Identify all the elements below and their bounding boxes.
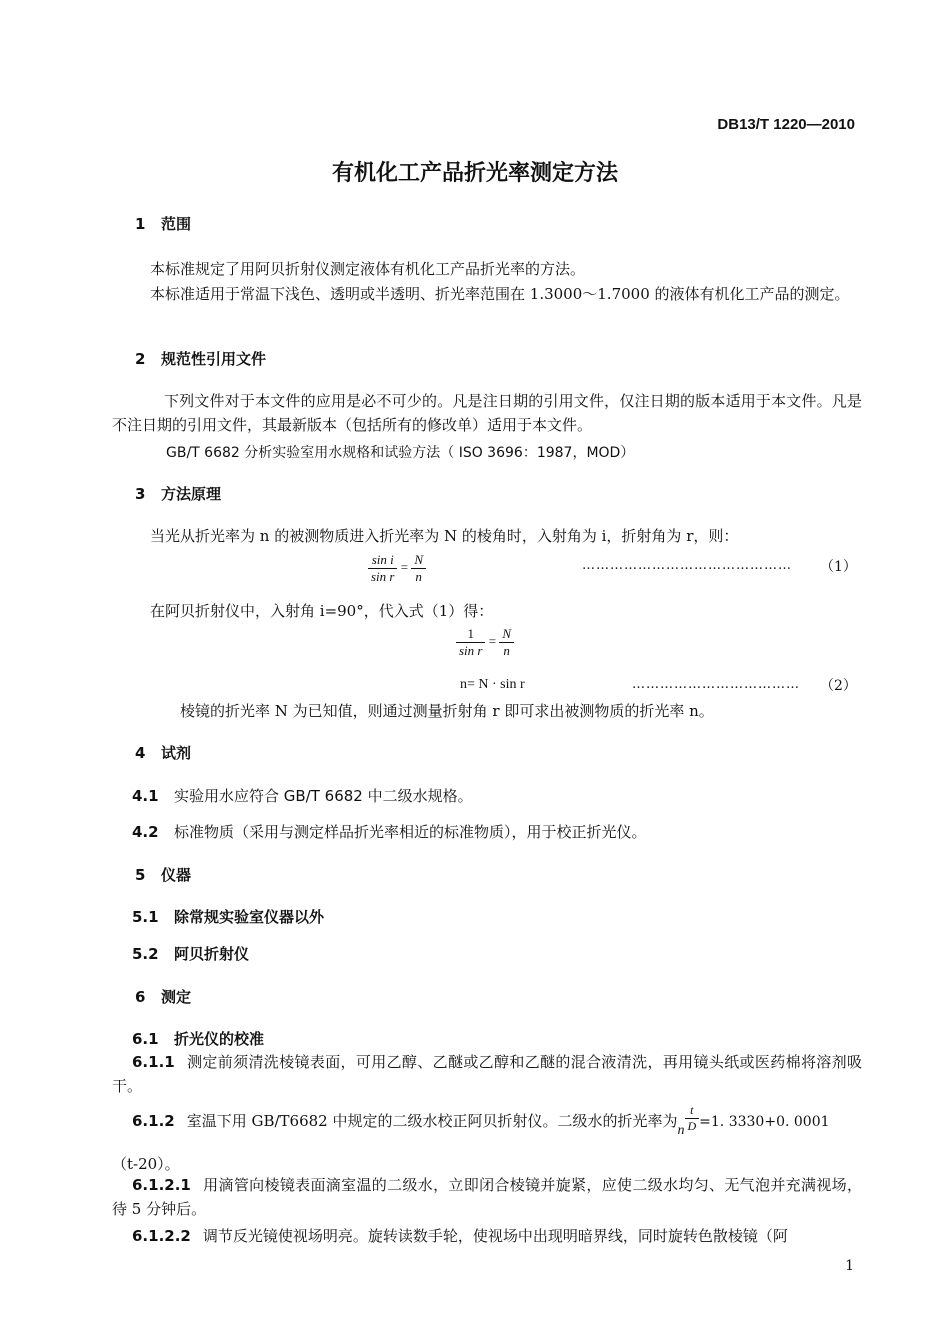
equation-2: n= N · sin r (460, 677, 525, 692)
section-number: 5 (135, 866, 146, 884)
item-4-1 (132, 785, 473, 806)
item-text: 实验用水应符合 GB/T 6682 中二级水规格。 (174, 787, 473, 805)
equation-1 (368, 552, 426, 585)
page-title: 有机化工产品折光率测定方法 (331, 161, 618, 186)
paragraph-6-1-2-continuation: （t-20）。 (112, 1155, 180, 1173)
item-text: 折光仪的校准 (174, 1030, 265, 1048)
clause-text: 测定前须清洗棱镜表面，可用乙醇、乙醚或乙醇和乙醚的混合液清洗，再用镜头纸或医药棉将溶剂吸干。 (112, 1053, 862, 1095)
clause-text: 室温下用 GB/T6682 中规定的二级水校正阿贝折射仪。二级水的折光率为 (186, 1112, 678, 1130)
equation-1-leader: ……………………………………… (582, 558, 792, 573)
section-number: 1 (135, 215, 146, 233)
section-number: 2 (135, 350, 146, 368)
section-3-heading (135, 483, 221, 504)
paragraph-6-1-1 (112, 1050, 862, 1098)
clause-number: 6.1.2.1 (132, 1176, 191, 1194)
item-number: 4.1 (132, 787, 159, 805)
clause-text: 调节反光镜使视场明亮。旋转读数手轮，使视场中出现明暗界线，同时旋转色散棱镜（阿 (202, 1227, 788, 1245)
page-number: 1 (845, 1258, 854, 1274)
denominator: sin r (459, 643, 483, 658)
section-4-heading (135, 742, 191, 763)
section-5-heading (135, 864, 191, 885)
section-title: 仪器 (161, 866, 192, 884)
item-number: 5.1 (132, 908, 159, 926)
temperature-fraction (685, 1103, 700, 1134)
refractive-index-symbol: n (677, 1123, 685, 1138)
formula-tail: =1. 3330+0. 0001 (699, 1114, 830, 1130)
section-number: 3 (135, 485, 146, 503)
section-2-heading (135, 348, 266, 369)
equation-2-rhs (499, 626, 514, 659)
clause-text: 用滴管向棱镜表面滴室温的二级水，立即闭合棱镜并旋紧，应使二级水均匀、无气泡并充满视场，待 5 分钟后。 (112, 1176, 862, 1218)
section-number: 4 (135, 744, 146, 762)
section-title: 方法原理 (161, 485, 222, 503)
item-text: 标准物质（采用与测定样品折光率相近的标准物质），用于校正折光仪。 (174, 823, 647, 841)
numerator: N (411, 552, 426, 569)
denominator: D (687, 1119, 697, 1133)
clause-number: 6.1.2.2 (132, 1227, 191, 1245)
item-number: 4.2 (132, 823, 159, 841)
section-title: 规范性引用文件 (161, 350, 267, 368)
numerator: t (685, 1103, 700, 1119)
numerator: 1 (456, 626, 485, 643)
item-6-1 (132, 1028, 264, 1049)
equation-2-lhs (456, 626, 485, 659)
section-title: 试剂 (161, 744, 192, 762)
normative-paragraph: 下列文件对于本文件的应用是必不可少的。凡是注日期的引用文件，仅注日期的版本适用于本文件。凡是不注日期的引用文件，其最新版本（包括所有的修改单）适用于本文件。 (112, 392, 862, 434)
equals-sign: = (488, 633, 497, 649)
equation-1-label: （1） (820, 559, 857, 575)
equation-2-leader: ……………………………… (632, 677, 800, 692)
item-text: 除常规实验室仪器以外 (174, 908, 325, 926)
section-number: 6 (135, 988, 146, 1006)
equation-1-rhs (411, 552, 426, 585)
document-number: DB13/T 1220—2010 (717, 116, 855, 133)
clause-number: 6.1.2 (132, 1112, 175, 1130)
equals-sign: = (400, 559, 409, 575)
scope-paragraph-1: 本标准规定了用阿贝折射仪测定液体有机化工产品折光率的方法。 (150, 260, 586, 278)
section-1-heading (135, 213, 191, 234)
normative-reference: GB/T 6682 分析实验室用水规格和试验方法（ ISO 3696：1987，MOD） (166, 445, 635, 461)
equation-1-lhs (368, 552, 397, 585)
scope-paragraph-2: 本标准适用于常温下浅色、透明或半透明、折光率范围在 1.3000～1.7000 的液体有机化工产品的测定。 (150, 285, 850, 303)
item-number: 6.1 (132, 1030, 159, 1048)
item-number: 5.2 (132, 945, 159, 963)
principle-paragraph-3: 棱镜的折光率 N 为已知值，则通过测量折射角 r 即可求出被测物质的折光率 n。 (180, 702, 714, 720)
clause-number: 6.1.1 (132, 1053, 175, 1071)
principle-paragraph-2: 在阿贝折射仪中，入射角 i=90°，代入式（1）得： (150, 602, 494, 620)
denominator: n (503, 643, 510, 658)
item-text: 阿贝折射仪 (174, 945, 250, 963)
item-5-2 (132, 943, 249, 964)
principle-paragraph-1: 当光从折光率为 n 的被测物质进入折光率为 N 的棱角时，入射角为 i，折射角为 r，则： (150, 527, 739, 545)
denominator: sin r (371, 569, 395, 584)
paragraph-6-1-2-1 (112, 1173, 862, 1221)
numerator: N (499, 626, 514, 643)
section-title: 范围 (161, 215, 192, 233)
section-title: 测定 (161, 988, 192, 1006)
item-4-2 (132, 821, 647, 842)
equation-2-label: （2） (820, 678, 857, 694)
numerator: sin i (368, 552, 397, 569)
paragraph-6-1-2-2 (112, 1224, 862, 1248)
paragraph-6-1-2 (132, 1103, 830, 1139)
equation-2-fraction (456, 626, 514, 659)
item-5-1 (132, 906, 324, 927)
section-6-heading (135, 986, 191, 1007)
denominator: n (415, 569, 422, 584)
